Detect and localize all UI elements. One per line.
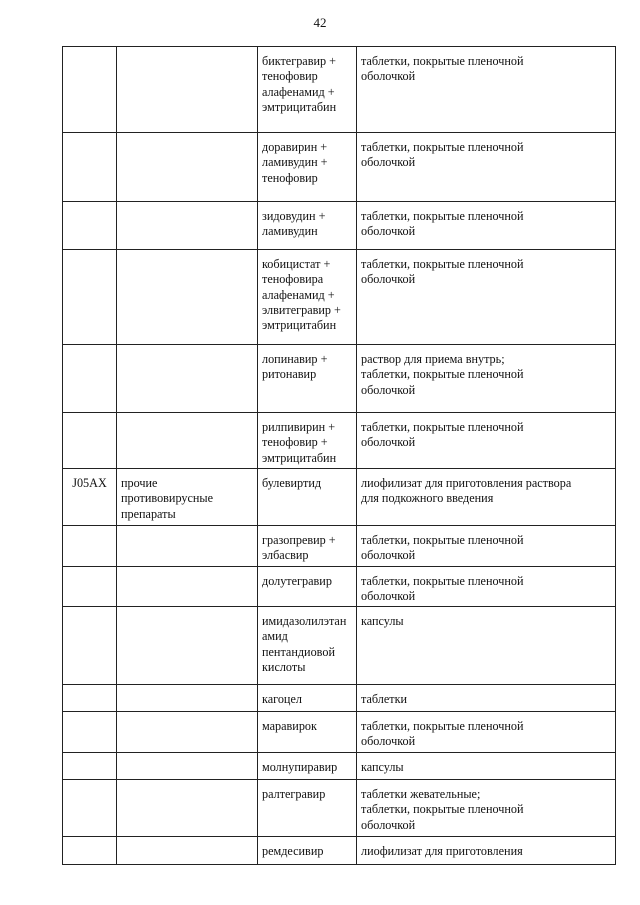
dosage-form-cell: капсулы [357,753,616,780]
table-row [63,345,616,413]
atc-code-cell [63,202,117,250]
drug-name-cell: биктегравир + тенофовир алафенамид + эмтрицитабин [258,47,357,133]
group-cell [117,250,258,345]
group-cell [117,47,258,133]
dosage-form-cell: таблетки, покрытые пленочной оболочкой [357,47,616,133]
atc-code-cell [63,712,117,753]
drug-name-cell: ремдесивир [258,837,357,865]
group-cell [117,780,258,837]
table-row [63,250,616,345]
dosage-form-cell: таблетки, покрытые пленочной оболочкой [357,712,616,753]
drug-name-cell: зидовудин + ламивудин [258,202,357,250]
atc-code-cell [63,780,117,837]
group-cell [117,712,258,753]
dosage-form-cell: таблетки, покрытые пленочной оболочкой [357,202,616,250]
dosage-form-cell: лиофилизат для приготовления раствора для подкожного введения [357,469,616,526]
atc-code-cell [63,753,117,780]
dosage-form-cell: капсулы [357,607,616,685]
table-row [63,685,616,712]
table-row [63,47,616,133]
drug-name-cell: имидазолилэтан амид пентандиовой кислоты [258,607,357,685]
group-cell: прочие противовирусные препараты [117,469,258,526]
group-cell [117,413,258,469]
drug-name-cell: ралтегравир [258,780,357,837]
group-cell [117,753,258,780]
group-cell [117,837,258,865]
table-row [63,133,616,202]
dosage-form-cell: таблетки [357,685,616,712]
drug-name-cell: маравирок [258,712,357,753]
group-cell [117,685,258,712]
table-row [63,607,616,685]
drug-name-cell: молнупиравир [258,753,357,780]
table-row [63,753,616,780]
atc-code-cell [63,47,117,133]
dosage-form-cell: таблетки, покрытые пленочной оболочкой [357,413,616,469]
atc-code-cell [63,133,117,202]
group-cell [117,526,258,567]
group-cell [117,345,258,413]
atc-code-cell [63,607,117,685]
atc-code-cell [63,567,117,607]
drug-table-body [63,47,616,865]
dosage-form-cell: раствор для приема внутрь; таблетки, покрытые пленочной оболочкой [357,345,616,413]
drug-name-cell: лопинавир + ритонавир [258,345,357,413]
drug-name-cell: гразопревир + элбасвир [258,526,357,567]
table-row [63,526,616,567]
dosage-form-cell: таблетки, покрытые пленочной оболочкой [357,567,616,607]
group-cell [117,202,258,250]
atc-code-cell [63,685,117,712]
dosage-form-cell: таблетки, покрытые пленочной оболочкой [357,250,616,345]
table-row [63,837,616,865]
atc-code-cell [63,413,117,469]
group-cell [117,133,258,202]
dosage-form-cell: таблетки, покрытые пленочной оболочкой [357,133,616,202]
table-row [63,567,616,607]
drug-name-cell: доравирин + ламивудин + тенофовир [258,133,357,202]
page-number: 42 [313,15,327,30]
drug-name-cell: кобицистат + тенофовира алафенамид + элвитегравир + эмтрицитабин [258,250,357,345]
table-row [63,712,616,753]
dosage-form-cell: таблетки жевательные; таблетки, покрытые пленочной оболочкой [357,780,616,837]
atc-code-cell [63,250,117,345]
drug-name-cell: булевиртид [258,469,357,526]
table-row [63,202,616,250]
atc-code-cell: J05AX [63,469,117,526]
dosage-form-cell: лиофилизат для приготовления [357,837,616,865]
drug-table [62,46,616,865]
drug-name-cell: рилпивирин + тенофовир + эмтрицитабин [258,413,357,469]
atc-code-cell [63,526,117,567]
group-cell [117,567,258,607]
table-row [63,469,616,526]
drug-name-cell: долутегравир [258,567,357,607]
dosage-form-cell: таблетки, покрытые пленочной оболочкой [357,526,616,567]
group-cell [117,607,258,685]
atc-code-cell [63,345,117,413]
table-row [63,413,616,469]
table-row [63,780,616,837]
atc-code-cell [63,837,117,865]
drug-name-cell: кагоцел [258,685,357,712]
